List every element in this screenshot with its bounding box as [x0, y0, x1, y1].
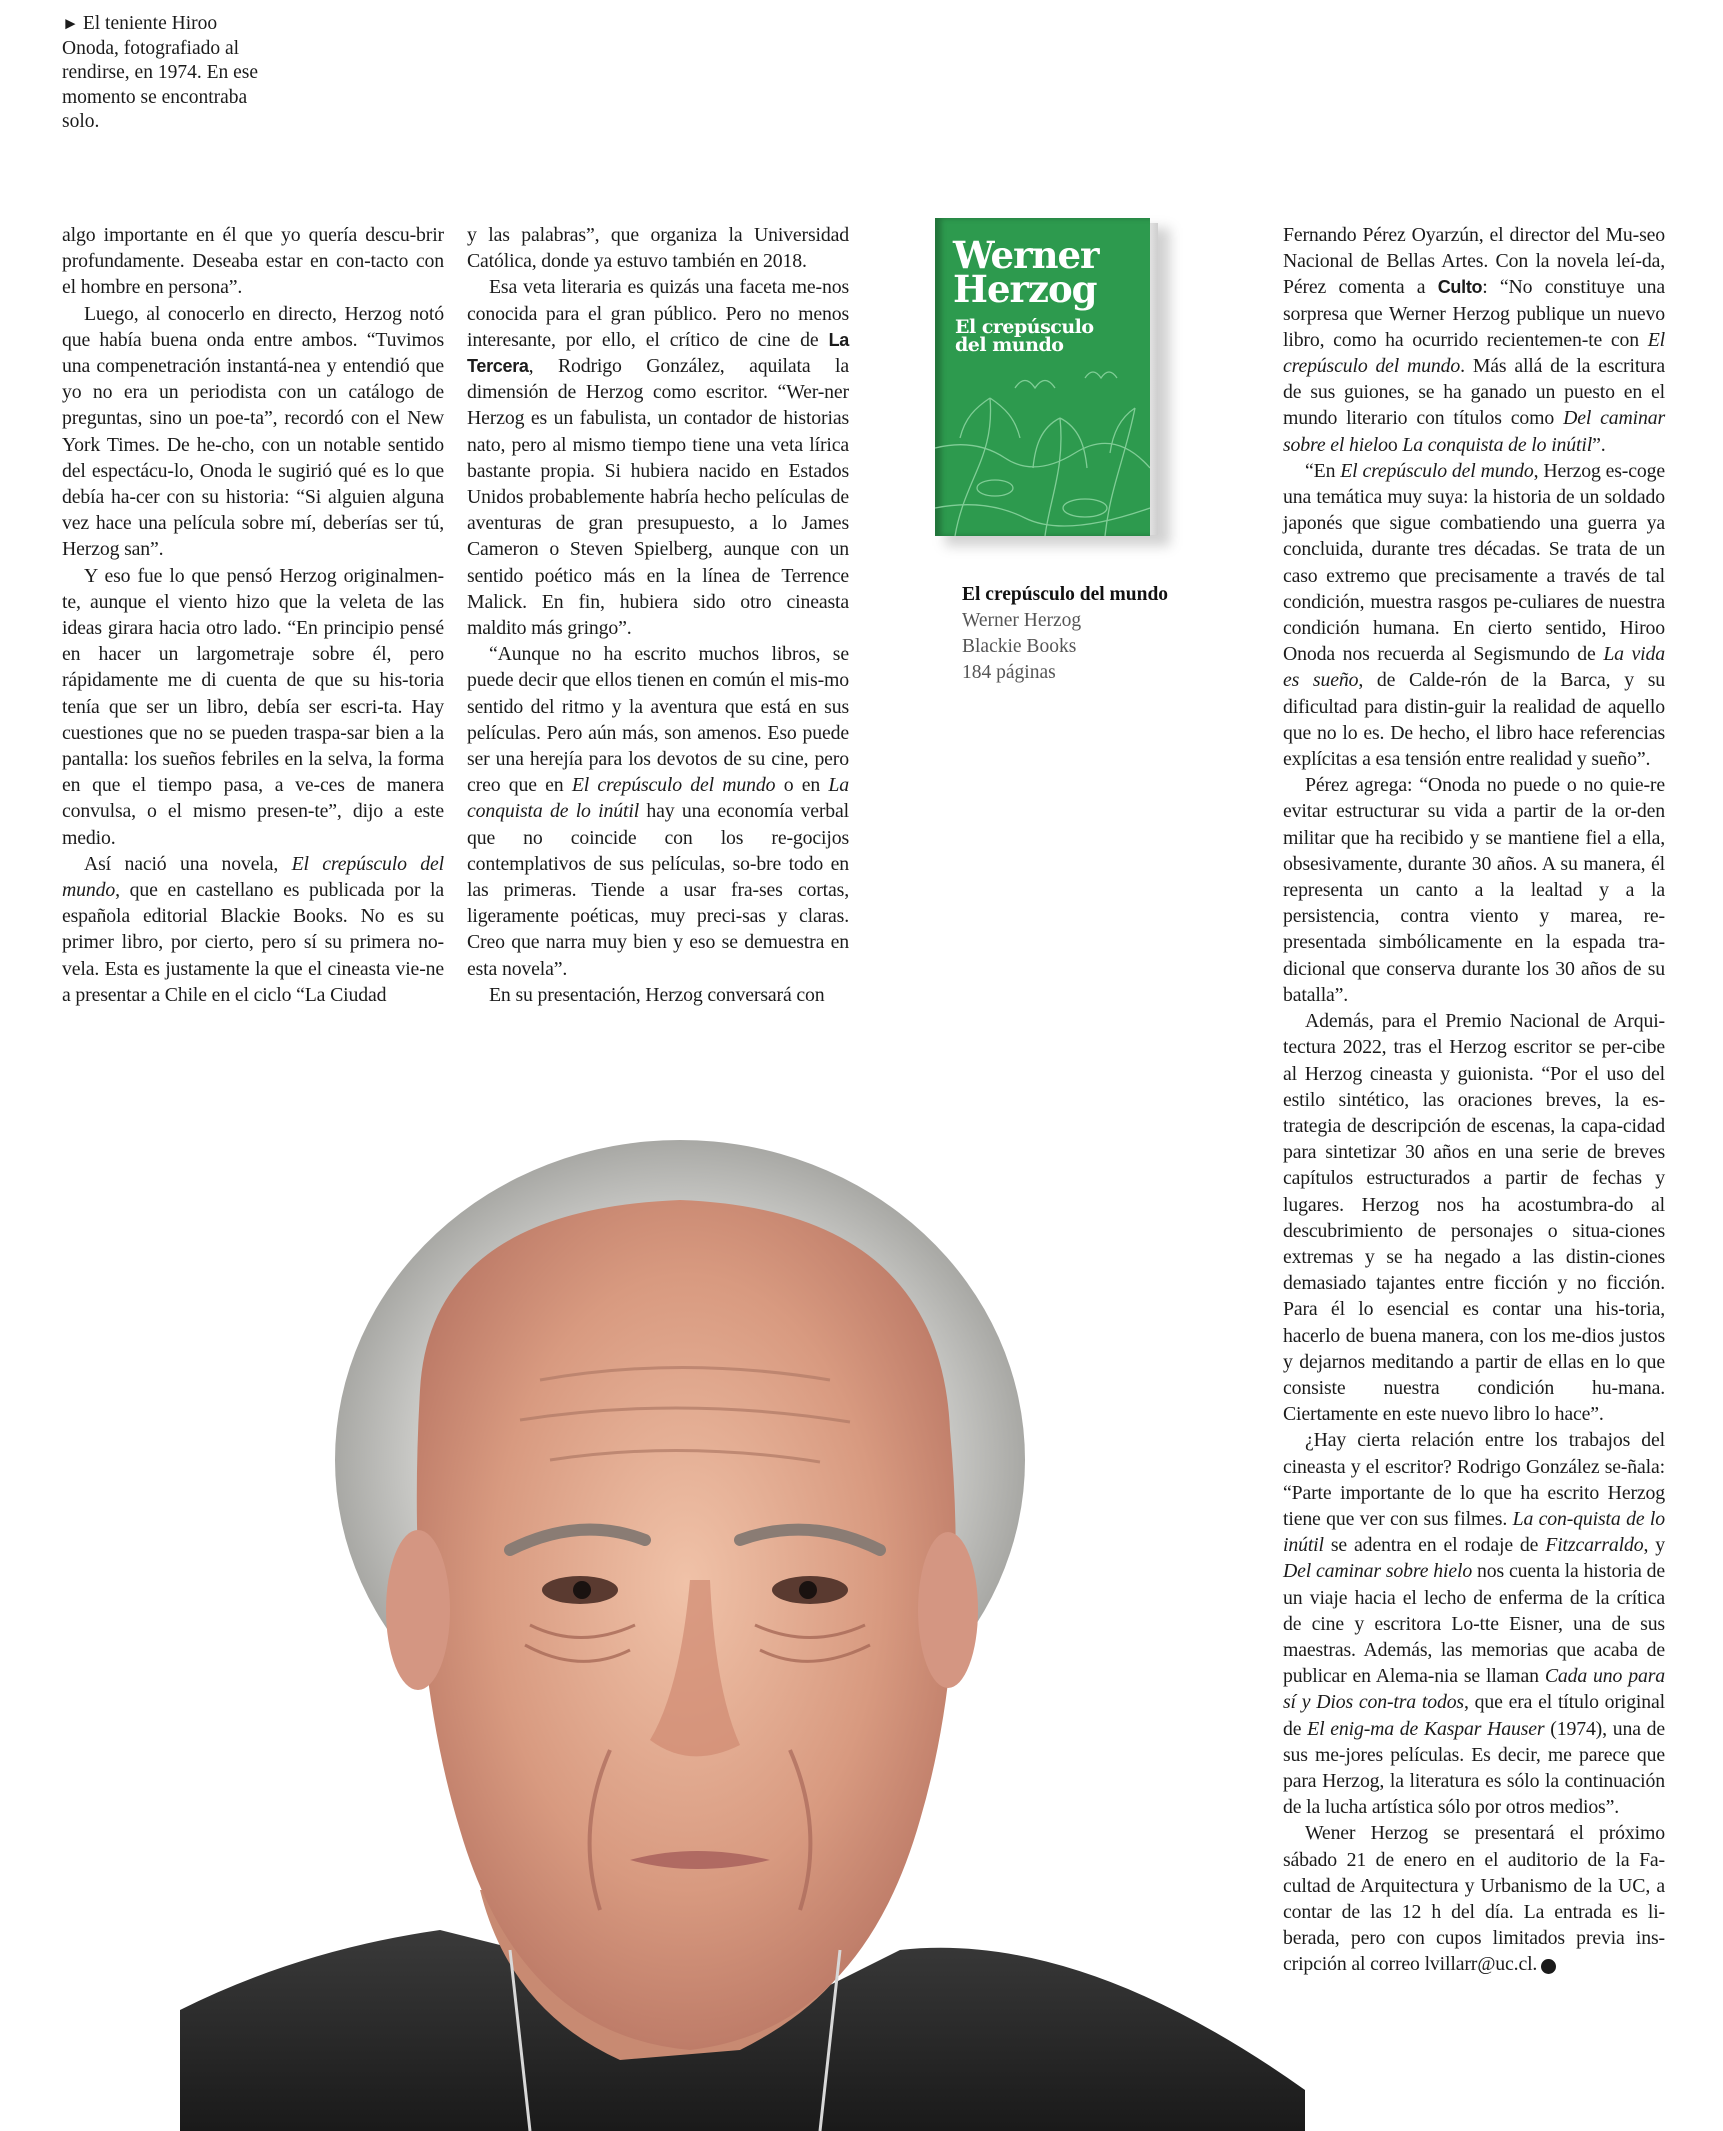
paragraph: En su presentación, Herzog conversará con	[489, 983, 825, 1006]
paragraph: ¿Hay cierta relación entre los trabajos del cineasta y el escritor? Rodrigo González se-ñala: “Parte importante de lo que ha escrito Herzog tiene que ver con sus filmes. La con-quista de lo inútil se adentra en el rodaje de Fitzcarraldo, y Del caminar sobre hielo nos cuenta la historia de un viaje hacia el lecho de enferma de la crítica de cine y escritora Lo-tte Eisner, una de sus maestras. Además, las memorias que acaba de publicar en Alema-nia se llaman Cada uno para sí y Dios con-tra todos, que era el título original de El enig-ma de Kaspar Hauser (1974), una de sus me-jores películas. Es decir, me parece que para Herzog, la literatura es sólo la continuación de la lucha artística sólo por otros medios”.	[1283, 1429, 1666, 1819]
paragraph: Y eso fue lo que pensó Herzog originalmen-te, aunque el viento hizo que la veleta de las ideas girara hacia otro lado. “En principio pensé en hacer un largometraje sobre él, pero rápidamente me di cuenta de que su his-toria tenía que ser un libro, debía ser escri-ta. Hay cuestiones que no se pueden traspa-sar bien a la pantalla: los sueños febriles en la selva, la forma en que el tiempo pasa, a ve-ces de manera convulsa, o el mismo presen-te”, dijo a este medio.	[62, 564, 444, 849]
paragraph: “Aunque no ha escrito muchos libros, se puede decir que ellos tienen en común el mis-mo sentido del ritmo y la aventura que está en sus películas. Pero aún más, son amenos. Eso puede ser una herejía para los devotos de su cine, pero creo que en El crepúsculo del mundo o en La conquista de lo inútil hay una economía verbal que no coincide con los re-gocijos contemplativos de sus películas, so-bre todo en las primeras. Tiende a usar fra-ses cortas, ligeramente poéticas, muy preci-sas y claras. Creo que narra muy bien y eso se demuestra en esta novela”.	[467, 643, 850, 980]
culto-brand: Culto	[1437, 277, 1483, 298]
caption-arrow-icon: ►	[62, 14, 79, 33]
caption-text: El teniente Hiroo Onoda, fotografiado al rendirse, en 1974. En ese momento se encontraba solo.	[62, 13, 259, 132]
jungle-illustration	[935, 358, 1150, 536]
book-info-title: El crepúsculo del mundo	[962, 584, 1169, 605]
photo-caption	[62, 12, 277, 135]
paragraph: y las palabras”, que organiza la Universidad Católica, donde ya estuvo también en 2018.	[467, 224, 849, 273]
book-cover-image	[935, 218, 1170, 543]
paragraph: Luego, al conocerlo en directo, Herzog notó que había buena onda entre ambos. “Tuvimos una compenetración instantá-nea y entendió que yo no era un periodista con un catálogo de preguntas, sino un poe-ta”, recordó con el New York Times. De he-cho, con un notable sentido del espectácu-lo, Onoda le sugirió qué es lo que debía ha-cer con su historia: “Si alguien alguna vez hace una película sobre mí, deberías ser tú, Herzog san”.	[62, 302, 444, 561]
article-column-4	[1283, 222, 1665, 1978]
book-cover-author: Werner Herzog	[953, 233, 1099, 311]
la-tercera-brand: La Tercera	[467, 329, 849, 377]
article-column-2	[467, 222, 849, 1008]
paragraph: Así nació una novela, El crepúsculo del mundo, que en castellano es publicada por la española editorial Blackie Books. No es su primer libro, por cierto, pero sí su primera no-vela. Esta es justamente la que el cineasta vie-ne a presentar a Chile en el ciclo “La Ciudad	[62, 852, 444, 1006]
paragraph: Fernando Pérez Oyarzún, el director del Mu-seo Nacional de Bellas Artes. Con la novela leí-da, Pérez comenta a Culto: “No constituye una sorpresa que Werner Herzog publique un nuevo libro, como ha ocurrido recientemen-te con El crepúsculo del mundo. Más allá de la escritura de sus guiones, se ha ganado un puesto en el mundo literario con títulos como Del caminar sobre el hieloo La conquista de lo inútil”.	[1283, 224, 1665, 456]
book-info	[962, 582, 1222, 686]
paragraph: Pérez agrega: “Onoda no puede o no quie-re evitar estructurar su vida a partir de la or-den militar que ha recibido y se mantiene fiel a ella, obsesivamente, durante 30 años. A su manera, él representa un canto a la lealtad y a la persistencia, contra viento y marea, re-presentada simbólicamente en la espada tra-dicional que conserva durante los 30 años de su batalla”.	[1283, 774, 1665, 1006]
paragraph: “En El crepúsculo del mundo, Herzog es-coge una temática muy suya: la historia de un soldado japonés que sigue combatiendo una guerra ya concluida, durante tres décadas. Se trata de un caso extremo que precisamente a través de tal condición, muestra rasgos pe-culiares de nuestra condición humana. En cierto sentido, Hiroo Onoda nos recuerda al Segismundo de La vida es sueño, de Calde-rón de la Barca, y su dificultad para distin-guir la realidad de aquello que no lo es. De hecho, el libro hace referencias explícitas a esa tensión entre realidad y sueño”.	[1283, 459, 1665, 771]
book-info-publisher: Blackie Books	[962, 636, 1077, 657]
paragraph: Esa veta literaria es quizás una faceta me-nos conocida para el gran público. Pero no menos interesante, por ello, el crítico de cine de La Tercera, Rodrigo González, aquilata la dimensión de Herzog como escritor. “Wer-ner Herzog es un fabulista, un contador de historias nato, pero al mismo tiempo tiene una veta lírica bastante propia. Si hubiera nacido en Estados Unidos probablemente habría hecho películas de aventuras de gran presupuesto, a lo James Cameron o Steven Spielberg, aunque con un sentido poético más en la línea de Terrence Malick. En fin, hubiera sido otro cineasta maldito más gringo”.	[467, 276, 849, 640]
paragraph: Wener Herzog se presentará el próximo sábado 21 de enero en el auditorio de la Fa-cultad de Arquitectura y Urbanismo de la UC, a contar de las 12 h del día. La entrada es li-berada, pero con cupos limitados previa ins-cripción al correo lvillarr@uc.cl. C	[1283, 1822, 1665, 1976]
book-info-pages: 184 páginas	[962, 662, 1056, 683]
werner-herzog-portrait	[180, 1130, 1305, 2131]
end-mark-icon: C	[1541, 1959, 1556, 1974]
book-cover-title: El crepúsculo del mundo	[955, 316, 1094, 356]
book-title-italic: El crepúsculo del mundo	[62, 852, 444, 902]
article-column-1	[62, 222, 444, 1008]
paragraph: Además, para el Premio Nacional de Arqui-tectura 2022, tras el Herzog escritor se per-cibe al Herzog cineasta y guionista. “Por el uso del estilo sintético, las oraciones breves, la es-trategia de descripción de escenas, la capa-cidad para sintetizar 30 años en una serie de breves capítulos estructurados a partir de fechas y lugares. Herzog nos ha acostumbra-do al descubrimiento de personajes o situa-ciones extremas y se ha negado a las distin-ciones demasiado tajantes entre ficción y no ficción. Para él lo esencial es contar una his-toria, hacerlo de buena manera, con los me-dios justos y dejarnos meditando a partir de ellas en lo que consiste nuestra condición hu-mana. Ciertamente en este nuevo libro lo hace”.	[1283, 1010, 1665, 1426]
book-info-author: Werner Herzog	[962, 610, 1082, 631]
paragraph: algo importante en él que yo quería descu-brir profundamente. Deseaba estar en con-tacto con el hombre en persona”.	[62, 224, 444, 299]
